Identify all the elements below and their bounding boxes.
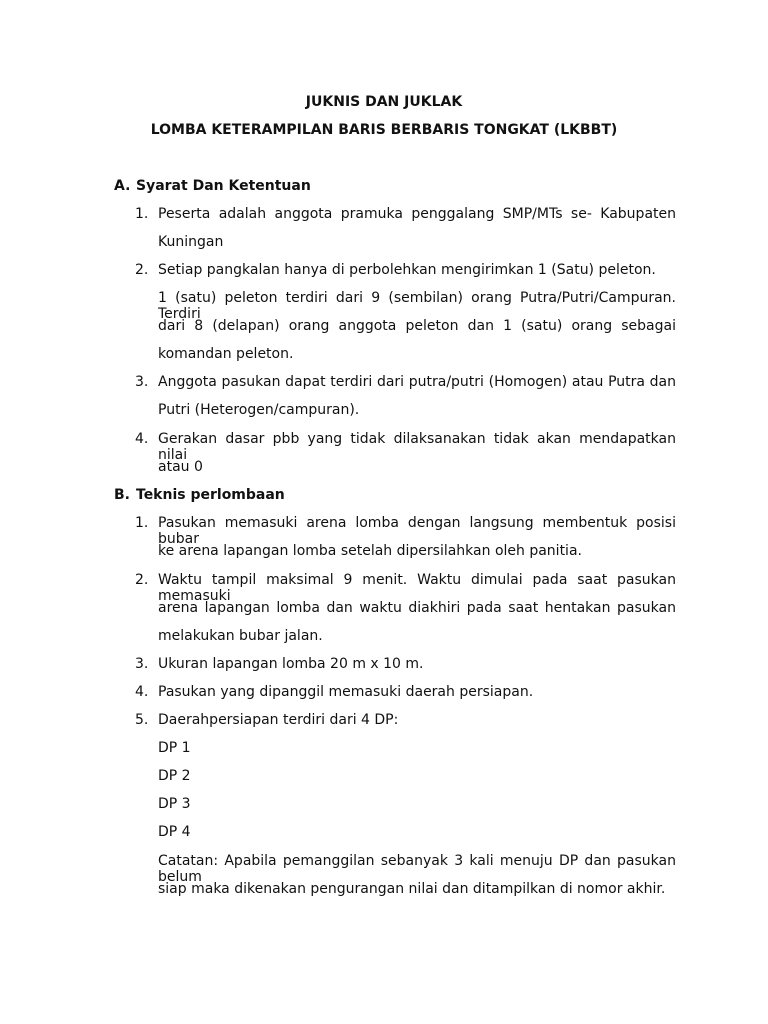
- list-number: 4.: [135, 684, 149, 700]
- dp-item: DP 4: [158, 824, 191, 840]
- list-item-text: Ukuran lapangan lomba 20 m x 10 m.: [158, 656, 424, 672]
- list-item-text: atau 0: [158, 459, 203, 475]
- list-number: 1.: [135, 206, 149, 222]
- section-letter: A.: [114, 178, 131, 194]
- note-text: siap maka dikenakan pengurangan nilai dan ditampilkan di nomor akhir.: [158, 881, 666, 897]
- section-title: Teknis perlombaan: [136, 487, 285, 503]
- document-subtitle: LOMBA KETERAMPILAN BARIS BERBARIS TONGKAT (LKBBT): [150, 122, 618, 138]
- list-item-text: komandan peleton.: [158, 346, 294, 362]
- list-item-text: Setiap pangkalan hanya di perbolehkan mengirimkan 1 (Satu) peleton.: [158, 262, 656, 278]
- section-letter: B.: [114, 487, 130, 503]
- note-text: Catatan: Apabila pemanggilan sebanyak 3 kali menuju DP dan pasukan belum: [158, 853, 676, 885]
- list-item-text: Gerakan dasar pbb yang tidak dilaksanakan tidak akan mendapatkan nilai: [158, 431, 676, 463]
- section-b-heading: [114, 487, 285, 503]
- list-item-text: Anggota pasukan dapat terdiri dari putra/putri (Homogen) atau Putra dan: [158, 374, 676, 390]
- list-item-text: 1 (satu) peleton terdiri dari 9 (sembilan) orang Putra/Putri/Campuran. Terdiri: [158, 290, 676, 322]
- list-item-text: arena lapangan lomba dan waktu diakhiri pada saat hentakan pasukan: [158, 600, 676, 616]
- list-item-text: Pasukan memasuki arena lomba dengan langsung membentuk posisi bubar: [158, 515, 676, 547]
- list-item-text: Pasukan yang dipanggil memasuki daerah persiapan.: [158, 684, 534, 700]
- list-number: 3.: [135, 374, 149, 390]
- list-item-text: melakukan bubar jalan.: [158, 628, 323, 644]
- list-item-text: Putri (Heterogen/campuran).: [158, 402, 360, 418]
- section-title: Syarat Dan Ketentuan: [136, 178, 311, 194]
- list-item-text: Waktu tampil maksimal 9 menit. Waktu dimulai pada saat pasukan memasuki: [158, 572, 676, 604]
- list-item-text: Kuningan: [158, 234, 224, 250]
- list-number: 4.: [135, 431, 149, 447]
- section-a-heading: [114, 178, 311, 194]
- list-item-text: ke arena lapangan lomba setelah dipersilahkan oleh panitia.: [158, 543, 582, 559]
- dp-item: DP 2: [158, 768, 191, 784]
- list-number: 2.: [135, 262, 149, 278]
- list-number: 5.: [135, 712, 149, 728]
- document-title: JUKNIS DAN JUKLAK: [305, 94, 463, 110]
- list-item-text: Peserta adalah anggota pramuka penggalang SMP/MTs se- Kabupaten: [158, 206, 676, 222]
- list-item-text: Daerahpersiapan terdiri dari 4 DP:: [158, 712, 399, 728]
- list-number: 3.: [135, 656, 149, 672]
- dp-item: DP 1: [158, 740, 191, 756]
- dp-item: DP 3: [158, 796, 191, 812]
- list-item-text: dari 8 (delapan) orang anggota peleton dan 1 (satu) orang sebagai: [158, 318, 676, 334]
- list-number: 1.: [135, 515, 149, 531]
- list-number: 2.: [135, 572, 149, 588]
